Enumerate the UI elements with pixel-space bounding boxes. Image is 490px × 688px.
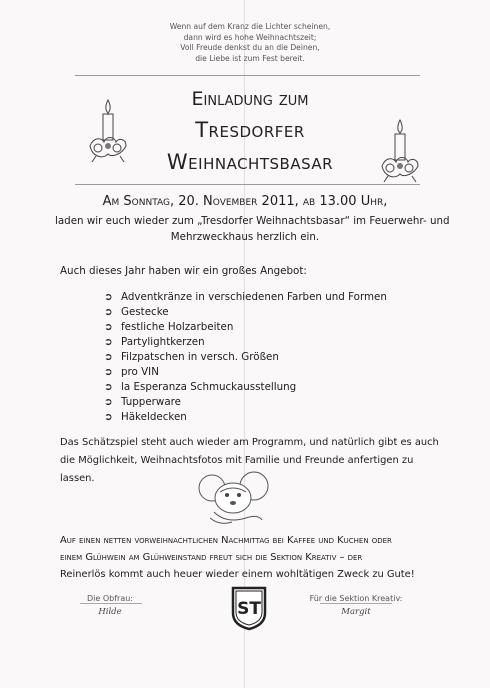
club-emblem bbox=[230, 585, 268, 631]
arrow-icon: ➲ bbox=[104, 321, 113, 333]
game-text-line: die Möglichkeit, Weihnachtsfotos mit Familie und Freunde anfertigen zu bbox=[60, 455, 414, 466]
title-divider bbox=[75, 184, 420, 185]
mouse-illustration bbox=[196, 468, 276, 528]
poem bbox=[150, 22, 350, 64]
emblem-letters: ST bbox=[237, 599, 261, 619]
arrow-icon: ➲ bbox=[104, 396, 113, 408]
title-line-1: Einladung zum bbox=[191, 88, 309, 110]
poem-line: Wenn auf dem Kranz die Lichter scheinen, bbox=[169, 22, 331, 31]
title-line-3: Weihnachtsbasar bbox=[166, 150, 334, 174]
arrow-icon: ➲ bbox=[104, 381, 113, 393]
arrow-icon: ➲ bbox=[104, 336, 113, 348]
invite-line-2: Mehrzweckhaus herzlich ein. bbox=[170, 231, 320, 243]
game-text-line: Das Schätzspiel steht auch wieder am Programm, und natürlich gibt es auch bbox=[60, 437, 439, 448]
signature-left-line bbox=[80, 603, 142, 604]
top-divider bbox=[75, 75, 420, 76]
arrow-icon: ➲ bbox=[104, 351, 113, 363]
signature-right-line bbox=[320, 603, 392, 604]
signature-right-label: Für die Sektion Kreativ: bbox=[309, 594, 403, 603]
title-line-2: Tresdorfer bbox=[195, 118, 305, 142]
offer-intro: Auch dieses Jahr haben wir ein großes Angebot: bbox=[60, 265, 307, 277]
event-date: Am Sonntag, 20. November 2011, ab 13.00 Uhr, bbox=[102, 194, 388, 209]
arrow-icon: ➲ bbox=[104, 366, 113, 378]
invitation-page: Wenn auf dem Kranz die Lichter scheinen, dann wird es hohe Weihnachtszeit; Voll Freude denkst du an die Deinen, die Liebe ist zum Fest bereit. Einladung zum Tresdorfer Weihnachtsbasar Am Sonntag, 20. November 2011, ab 13.00 Uhr, laden wir euch wieder zum „Tresdorfer Weihnachtsbasar“ im Feuerwehr- und Mehrzweckhaus herzlich ein. Auch dieses Jahr haben wir ein großes Angebot: ➲ Adventkränze in verschiedenen Farben und Formen ➲ Gestecke ➲ festliche Holzarbeiten ➲ Partylightkerzen ➲ Filzpatschen in versch. Größen ➲ pro VIN ➲ la Esperanza Schmuckausstellung ➲ Tupperware ➲ Häkeldecken Das Schätzspiel steht auch wieder am Programm, und natürlich gibt es auch die Möglichkeit, Weihnachtsfotos mit Familie und Freunde anfertigen zu lassen. Auf einen netten vorweihnachtlichen Nachmittag bei Kaffee und Kuchen oder einem Glühwein am Glühweinstand freut sich die Sektion Kreativ – der Reinerlös kommt auch heuer wieder einem wohltätigen Zweck zu Gute! Die Obfrau: Hilde ST Für die Sektion Kreativ: Margit bbox=[0, 0, 490, 688]
signature-left-label: Die Obfrau: bbox=[87, 594, 133, 603]
closing-text-line: Auf einen netten vorweihnachtlichen Nachmittag bei Kaffee und Kuchen oder bbox=[60, 535, 392, 546]
closing-text-line: einem Glühwein am Glühweinstand freut sich die Sektion Kreativ – der bbox=[60, 552, 363, 563]
poem-line: die Liebe ist zum Fest bereit. bbox=[195, 53, 305, 63]
closing-text-line: Reinerlös kommt auch heuer wieder einem wohltätigen Zweck zu Gute! bbox=[60, 569, 415, 580]
invite-line-1: laden wir euch wieder zum „Tresdorfer Weihnachtsbasar“ im Feuerwehr- und bbox=[55, 215, 450, 227]
arrow-icon: ➲ bbox=[104, 411, 113, 423]
signature-right-name: Margit bbox=[341, 607, 371, 617]
poem-line: Voll Freude denkst du an die Deinen, bbox=[180, 43, 320, 53]
poem-line: dann wird es hohe Weihnachtszeit; bbox=[183, 32, 317, 42]
arrow-icon: ➲ bbox=[104, 291, 113, 303]
signature-left-name: Hilde bbox=[98, 607, 122, 617]
game-text-line: lassen. bbox=[60, 473, 95, 484]
arrow-icon: ➲ bbox=[104, 306, 113, 318]
